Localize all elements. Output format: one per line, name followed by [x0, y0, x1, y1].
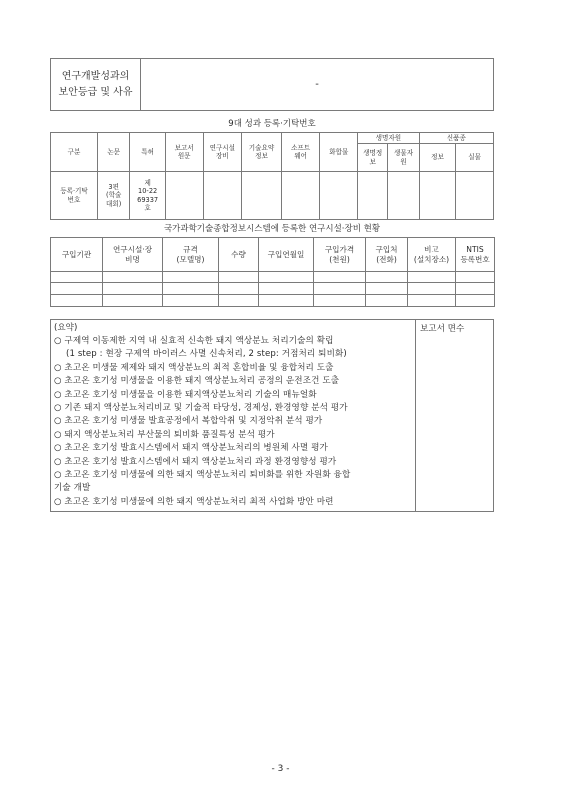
- header-bio-info: 생명정 보: [358, 144, 388, 172]
- summary-lines: [54, 335, 412, 509]
- summary-line: ○ 초고온 호기성 발효시스템에서 돼지 액상분뇨처리 과정 환경영향성 평가: [54, 456, 337, 467]
- summary-cell: [51, 320, 416, 512]
- header-note: 비고 (설치장소): [408, 238, 456, 272]
- empty-cell: [259, 272, 314, 283]
- empty-cell: [456, 172, 494, 220]
- empty-cell: [242, 172, 282, 220]
- header-tech-summary: 기술요약 정보: [242, 133, 282, 172]
- table-row: [51, 272, 495, 283]
- summary-line: (1 step : 현장 구제역 바이러스 사멸 신속처리, 2 step: 거점처리 퇴비화): [66, 349, 347, 360]
- empty-cell: [259, 283, 314, 295]
- empty-cell: [408, 295, 456, 307]
- empty-cell: [320, 172, 358, 220]
- empty-cell: [366, 272, 408, 283]
- header-report: 보고서 원문: [165, 133, 203, 172]
- header-category: 구분: [51, 133, 98, 172]
- empty-cell: [51, 295, 103, 307]
- facilities-caption: 국가과학기술종합정보시스템에 등록한 연구시설·장비 현황: [163, 224, 381, 234]
- empty-cell: [203, 172, 242, 220]
- summary-line: 기술 개발: [54, 483, 91, 494]
- empty-cell: [456, 283, 495, 295]
- summary-line: ○ 돼지 액상분뇨처리 부산물의 퇴비화 품질특성 분석 평가: [54, 429, 275, 440]
- header-paper: 논문: [98, 133, 130, 172]
- summary-line: ○ 초고온 호기성 미생물에 의한 돼지 액상분뇨처리 퇴비화를 위한 자원화 융합: [54, 470, 351, 481]
- table-row: [51, 283, 495, 295]
- header-new-variety: 신품종: [419, 133, 493, 144]
- empty-cell: [408, 272, 456, 283]
- empty-cell: [419, 172, 456, 220]
- empty-cell: [103, 283, 163, 295]
- header-patent: 특허: [130, 133, 166, 172]
- page-count-label: 보고서 면수: [420, 324, 465, 334]
- empty-cell: [259, 295, 314, 307]
- paper-count: 3편 (학술 대회): [98, 172, 130, 220]
- empty-cell: [51, 272, 103, 283]
- header-bio-material: 생물자 원: [388, 144, 419, 172]
- summary-line: ○ 초고온 호기성 미생물에 의한 돼지 액상분뇨처리 최적 사업화 방안 마련: [54, 496, 334, 507]
- security-grade-table: [50, 58, 494, 111]
- security-grade-label: 연구개발성과의 보안등급 및 사유: [51, 59, 141, 111]
- empty-cell: [163, 272, 219, 283]
- empty-cell: [165, 172, 203, 220]
- empty-cell: [408, 283, 456, 295]
- header-facility-name: 연구시설·장 비명: [103, 238, 163, 272]
- empty-cell: [103, 272, 163, 283]
- summary-table: [50, 319, 494, 512]
- page-count-cell: [416, 320, 494, 512]
- facilities-table: [50, 237, 495, 307]
- page-number: - 3 -: [271, 764, 290, 774]
- header-purchase-date: 구입연월일: [259, 238, 314, 272]
- summary-line: ○ 초고온 호기성 미생물을 이용한 돼지액상분뇨처리 기술의 매뉴얼화: [54, 389, 317, 400]
- header-price: 구입가격 (천원): [314, 238, 366, 272]
- empty-cell: [388, 172, 419, 220]
- empty-cell: [366, 295, 408, 307]
- empty-cell: [51, 283, 103, 295]
- registration-table: [50, 132, 494, 220]
- empty-cell: [314, 272, 366, 283]
- empty-cell: [163, 295, 219, 307]
- table-row: [51, 295, 495, 307]
- summary-heading: (요약): [54, 323, 78, 333]
- empty-cell: [314, 295, 366, 307]
- header-spec: 규격 (모델명): [163, 238, 219, 272]
- summary-line: ○ 기존 돼지 액상분뇨처리비교 및 기술적 타당성, 경제성, 환경영향 분석 평가: [54, 403, 348, 414]
- empty-cell: [219, 283, 259, 295]
- empty-cell: [219, 295, 259, 307]
- header-software: 소프트 웨어: [281, 133, 320, 172]
- header-agency: 구입기관: [51, 238, 103, 272]
- header-compound: 화합물: [320, 133, 358, 172]
- security-grade-value: -: [141, 59, 494, 111]
- empty-cell: [358, 172, 388, 220]
- patent-number: 제 10-22 69337 호: [130, 172, 166, 220]
- header-variety-real: 실물: [456, 144, 494, 172]
- empty-cell: [456, 272, 495, 283]
- summary-line: ○ 초고온 호기성 미생물을 이용한 돼지 액상분뇨처리 공정의 운전조건 도출: [54, 376, 340, 387]
- empty-cell: [366, 283, 408, 295]
- header-facility: 연구시설 장비: [203, 133, 242, 172]
- header-variety-info: 정보: [419, 144, 456, 172]
- empty-cell: [314, 283, 366, 295]
- registration-caption: 9대 성과 등록·기탁번호: [228, 119, 316, 129]
- header-ntis: NTIS 등록번호: [456, 238, 495, 272]
- header-vendor: 구입처 (전화): [366, 238, 408, 272]
- empty-cell: [281, 172, 320, 220]
- empty-cell: [103, 295, 163, 307]
- empty-cell: [456, 295, 495, 307]
- summary-line: ○ 초고온 호기성 미생물 발효공정에서 복합악취 및 지정악취 분석 평가: [54, 416, 323, 427]
- summary-line: ○ 구제역 이동제한 지역 내 실효적 신속한 돼지 액상분뇨 처리기술의 확립: [54, 336, 334, 346]
- empty-cell: [163, 283, 219, 295]
- summary-line: ○ 초고온 미생물 제제와 돼지 액상분뇨의 최적 혼합비율 및 융합처리 도출: [54, 362, 334, 373]
- empty-cell: [219, 272, 259, 283]
- header-quantity: 수량: [219, 238, 259, 272]
- header-bio-resource: 생명자원: [358, 133, 420, 144]
- table-row: [51, 172, 494, 220]
- summary-line: ○ 초고온 호기성 발효시스템에서 돼지 액상분뇨처리의 병원체 사멸 평가: [54, 443, 328, 454]
- row-label: 등록·기탁 번호: [51, 172, 98, 220]
